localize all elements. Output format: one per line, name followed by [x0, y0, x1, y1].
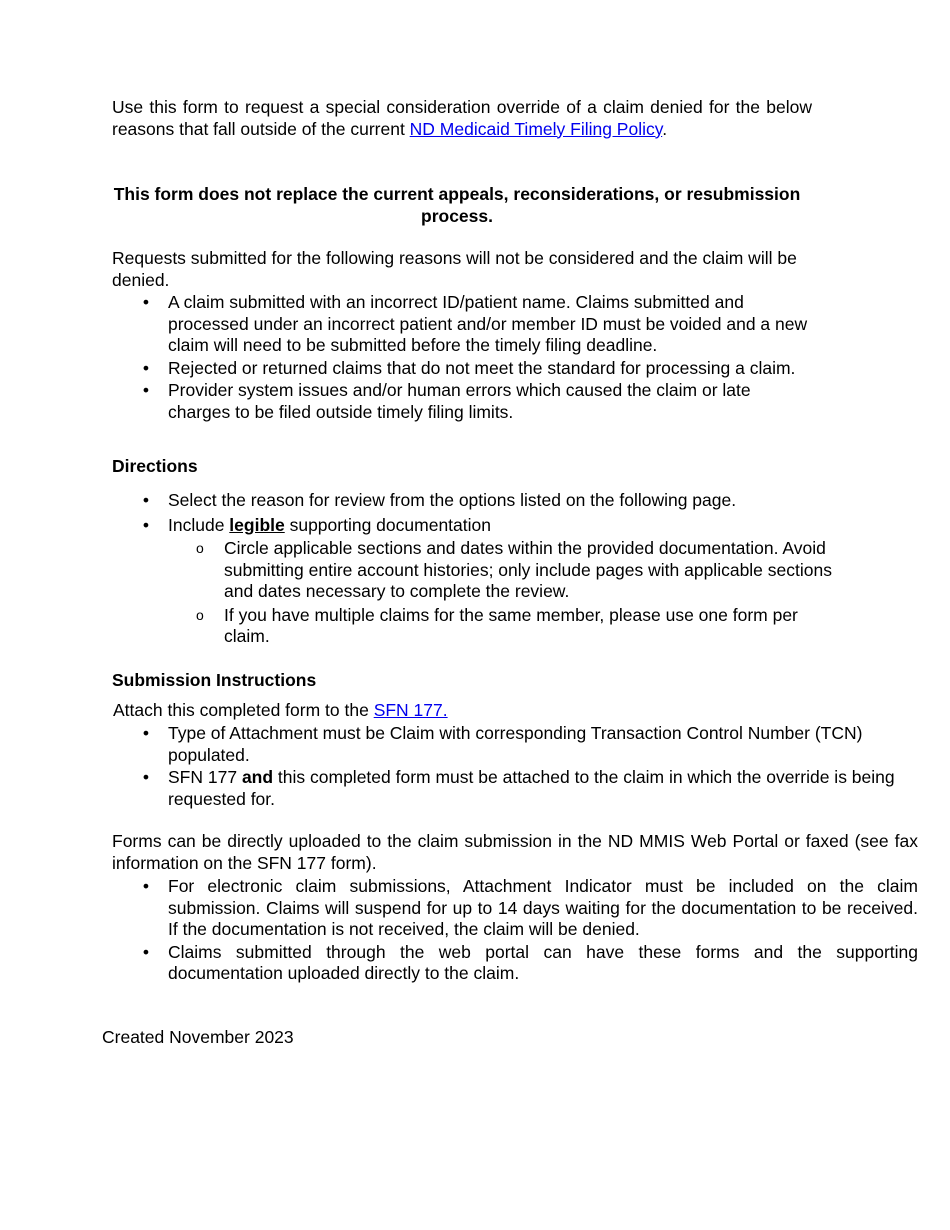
- attachment-text: this completed form must be attached to the claim in which the override is being requested for.: [168, 767, 895, 809]
- reason-text: A claim submitted with an incorrect ID/patient name. Claims submitted and processed under an incorrect patient and/or member ID must be voided and a new claim will need to be submitted before the timely filing deadline.: [168, 292, 808, 355]
- list-item: [112, 380, 812, 423]
- intro-period: .: [662, 118, 668, 139]
- attach-text: Attach this completed form to the: [113, 700, 374, 720]
- upload-text: For electronic claim submissions, Attachment Indicator must be included on the claim submission. Claims will suspend for up to 14 days waiting for the documentation to be received. If the documentation is not received, the claim will be denied.: [168, 876, 918, 939]
- list-item: [112, 358, 812, 380]
- attach-instruction: [113, 700, 448, 722]
- bullet-icon: •: [142, 357, 150, 378]
- list-item: [168, 605, 837, 648]
- reasons-intro: Requests submitted for the following reasons will not be considered and the claim will be denied.: [112, 248, 797, 290]
- bullet-icon: •: [142, 876, 150, 896]
- list-item: [112, 942, 918, 985]
- circle-bullet-icon: o: [196, 606, 204, 623]
- intro-text: Use this form to request a special consideration override of a claim denied for the below reasons that fall outside of the current: [112, 97, 812, 139]
- bullet-icon: •: [142, 380, 150, 400]
- list-item: [112, 876, 918, 941]
- list-item: [112, 490, 837, 512]
- created-date: Created November 2023: [102, 1027, 294, 1047]
- direction-text: supporting documentation: [284, 514, 491, 535]
- upload-paragraph: Forms can be directly uploaded to the claim submission in the ND MMIS Web Portal or faxed (see fax information on the SFN 177 form).: [112, 831, 918, 873]
- upload-text: Claims submitted through the web portal can have these forms and the supporting documentation uploaded directly to the claim.: [168, 941, 918, 983]
- bullet-icon: •: [142, 292, 150, 312]
- attachment-list: [112, 723, 918, 811]
- list-item: [112, 292, 812, 357]
- bullet-icon: •: [142, 941, 150, 962]
- legible-emphasis: legible: [229, 514, 285, 535]
- sfn-177-link[interactable]: SFN 177.: [373, 700, 448, 720]
- upload-list: [112, 876, 918, 986]
- reason-text: Provider system issues and/or human errors which caused the claim or late charges to be filed outside timely filing limits.: [168, 380, 751, 422]
- bullet-icon: •: [142, 490, 150, 510]
- intro-paragraph: [112, 97, 812, 140]
- bullet-icon: •: [142, 723, 150, 743]
- reason-text: Rejected or returned claims that do not meet the standard for processing a claim.: [168, 357, 796, 378]
- list-item: [112, 723, 918, 766]
- bullet-icon: •: [142, 514, 150, 535]
- directions-list: [112, 490, 837, 650]
- process-notice: This form does not replace the current appeals, reconsiderations, or resubmission process.: [113, 184, 801, 226]
- subitem-text: If you have multiple claims for the same member, please use one form per claim.: [224, 604, 798, 646]
- submission-heading: Submission Instructions: [112, 670, 317, 690]
- timely-filing-policy-link[interactable]: ND Medicaid Timely Filing Policy: [409, 118, 663, 139]
- denial-reasons-list: [112, 292, 812, 424]
- and-emphasis: and: [241, 767, 274, 787]
- attachment-text: SFN 177: [168, 767, 242, 787]
- directions-heading: Directions: [112, 456, 198, 476]
- attachment-text: Type of Attachment must be Claim with corresponding Transaction Control Number (TCN) populated.: [168, 723, 863, 765]
- bullet-icon: •: [142, 767, 150, 787]
- list-item: [112, 515, 837, 648]
- circle-bullet-icon: o: [196, 540, 204, 556]
- subitem-text: Circle applicable sections and dates within the provided documentation. Avoid submitting entire account histories; only include pages with applicable sections and dates necessary to complete the review.: [224, 538, 832, 601]
- direction-text: Select the reason for review from the options listed on the following page.: [168, 490, 737, 510]
- list-item: [168, 538, 837, 603]
- documentation-sublist: [168, 538, 837, 648]
- list-item: [112, 767, 918, 810]
- direction-text: Include: [168, 514, 230, 535]
